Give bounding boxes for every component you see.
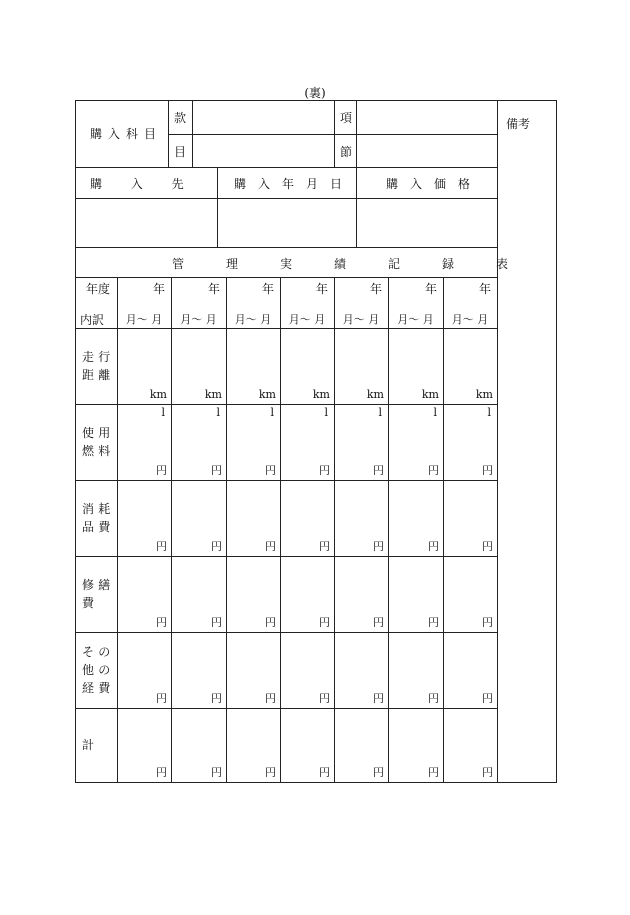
- unit-label: 円: [319, 766, 330, 779]
- grid-line: [388, 277, 389, 782]
- unit-label: km: [149, 388, 167, 401]
- unit-label: 円: [319, 616, 330, 629]
- grid-line: [76, 480, 497, 481]
- row-label: 他の: [82, 663, 115, 677]
- record-form: [75, 100, 557, 783]
- unit-label: 円: [265, 616, 276, 629]
- top-unit: l: [433, 406, 437, 419]
- top-unit: l: [378, 406, 382, 419]
- purchase-category-label: 購入科目: [90, 127, 163, 141]
- grid-line: [497, 101, 498, 782]
- grid-line: [76, 328, 497, 329]
- row-label: 品費: [82, 520, 115, 534]
- row-label: 走行: [82, 350, 115, 364]
- grid-line: [356, 167, 357, 247]
- top-unit: l: [270, 406, 274, 419]
- unit-label: 円: [482, 464, 493, 477]
- grid-line: [217, 167, 218, 247]
- grid-line: [117, 277, 118, 782]
- unit-label: 円: [156, 616, 167, 629]
- top-unit: l: [216, 406, 220, 419]
- month-range-cell: 月～ 月: [397, 313, 434, 326]
- top-unit: l: [324, 406, 328, 419]
- year-cell: 年: [261, 282, 274, 296]
- grid-line: [76, 556, 497, 557]
- page-title: (裏): [304, 86, 326, 100]
- unit-label: 円: [265, 464, 276, 477]
- unit-label: km: [204, 388, 222, 401]
- row-label: 経費: [82, 681, 115, 695]
- inner-label: 内訳: [80, 313, 105, 327]
- record-table-title: 管理実績記録表: [172, 257, 551, 271]
- top-unit: l: [161, 406, 165, 419]
- row-label: 計: [82, 738, 95, 752]
- unit-label: 円: [265, 692, 276, 705]
- year-cell: 年: [207, 282, 220, 296]
- month-range-cell: 月～ 月: [180, 313, 217, 326]
- row-label: 距離: [82, 368, 115, 382]
- unit-label: 円: [211, 540, 222, 553]
- unit-label: 円: [211, 766, 222, 779]
- unit-label: 円: [373, 464, 384, 477]
- unit-label: km: [475, 388, 493, 401]
- grid-line: [76, 404, 497, 405]
- unit-label: 円: [482, 766, 493, 779]
- unit-label: km: [366, 388, 384, 401]
- purchase-price-label: 購入価格: [386, 177, 483, 191]
- kan-label: 款: [174, 111, 187, 125]
- grid-line: [76, 247, 497, 248]
- unit-label: km: [421, 388, 439, 401]
- grid-line: [443, 277, 444, 782]
- unit-label: 円: [428, 692, 439, 705]
- year-cell: 年: [478, 282, 491, 296]
- kou-label: 項: [340, 111, 353, 125]
- row-label: 燃料: [82, 444, 115, 458]
- unit-label: 円: [319, 464, 330, 477]
- unit-label: 円: [373, 540, 384, 553]
- row-label: 使用: [82, 426, 115, 440]
- grid-line: [334, 277, 335, 782]
- unit-label: 円: [156, 766, 167, 779]
- month-range-cell: 月～ 月: [288, 313, 326, 326]
- unit-label: 円: [211, 692, 222, 705]
- supplier-label: 購入先: [90, 177, 213, 191]
- unit-label: 円: [156, 464, 167, 477]
- unit-label: 円: [156, 692, 167, 705]
- unit-label: 円: [428, 540, 439, 553]
- year-cell: 年: [424, 282, 437, 296]
- unit-label: 円: [373, 692, 384, 705]
- unit-label: 円: [319, 692, 330, 705]
- purchase-date-label: 購入年月日: [234, 177, 355, 191]
- grid-line: [171, 277, 172, 782]
- month-range-cell: 月～ 月: [342, 313, 380, 326]
- row-label: その: [82, 645, 115, 659]
- grid-line: [76, 708, 497, 709]
- unit-label: 円: [373, 616, 384, 629]
- year-cell: 年: [369, 282, 382, 296]
- unit-label: 円: [428, 616, 439, 629]
- remarks-label: 備考: [506, 117, 531, 131]
- unit-label: 円: [265, 766, 276, 779]
- unit-label: km: [258, 388, 276, 401]
- row-label: 消耗: [82, 502, 115, 516]
- unit-label: 円: [319, 540, 330, 553]
- unit-label: 円: [265, 540, 276, 553]
- month-range-cell: 月～ 月: [234, 313, 272, 326]
- grid-line: [168, 134, 497, 135]
- year-cell: 年: [152, 282, 165, 296]
- unit-label: 円: [156, 540, 167, 553]
- grid-line: [76, 167, 497, 168]
- top-unit: l: [487, 406, 491, 419]
- year-cell: 年: [315, 282, 328, 296]
- grid-line: [76, 198, 497, 199]
- row-label: 費: [82, 596, 95, 610]
- month-range-cell: 月～ 月: [451, 313, 489, 326]
- year-label: 年度: [86, 282, 111, 296]
- grid-line: [76, 277, 497, 278]
- grid-line: [280, 277, 281, 782]
- unit-label: 円: [428, 766, 439, 779]
- unit-label: 円: [428, 464, 439, 477]
- setsu-label: 節: [340, 145, 353, 159]
- grid-line: [76, 632, 497, 633]
- row-label: 修繕: [82, 578, 115, 592]
- month-range-cell: 月～ 月: [125, 313, 163, 326]
- unit-label: km: [312, 388, 330, 401]
- unit-label: 円: [482, 616, 493, 629]
- unit-label: 円: [482, 540, 493, 553]
- moku-label: 目: [174, 145, 187, 159]
- unit-label: 円: [211, 464, 222, 477]
- unit-label: 円: [482, 692, 493, 705]
- unit-label: 円: [373, 766, 384, 779]
- grid-line: [226, 277, 227, 782]
- unit-label: 円: [211, 616, 222, 629]
